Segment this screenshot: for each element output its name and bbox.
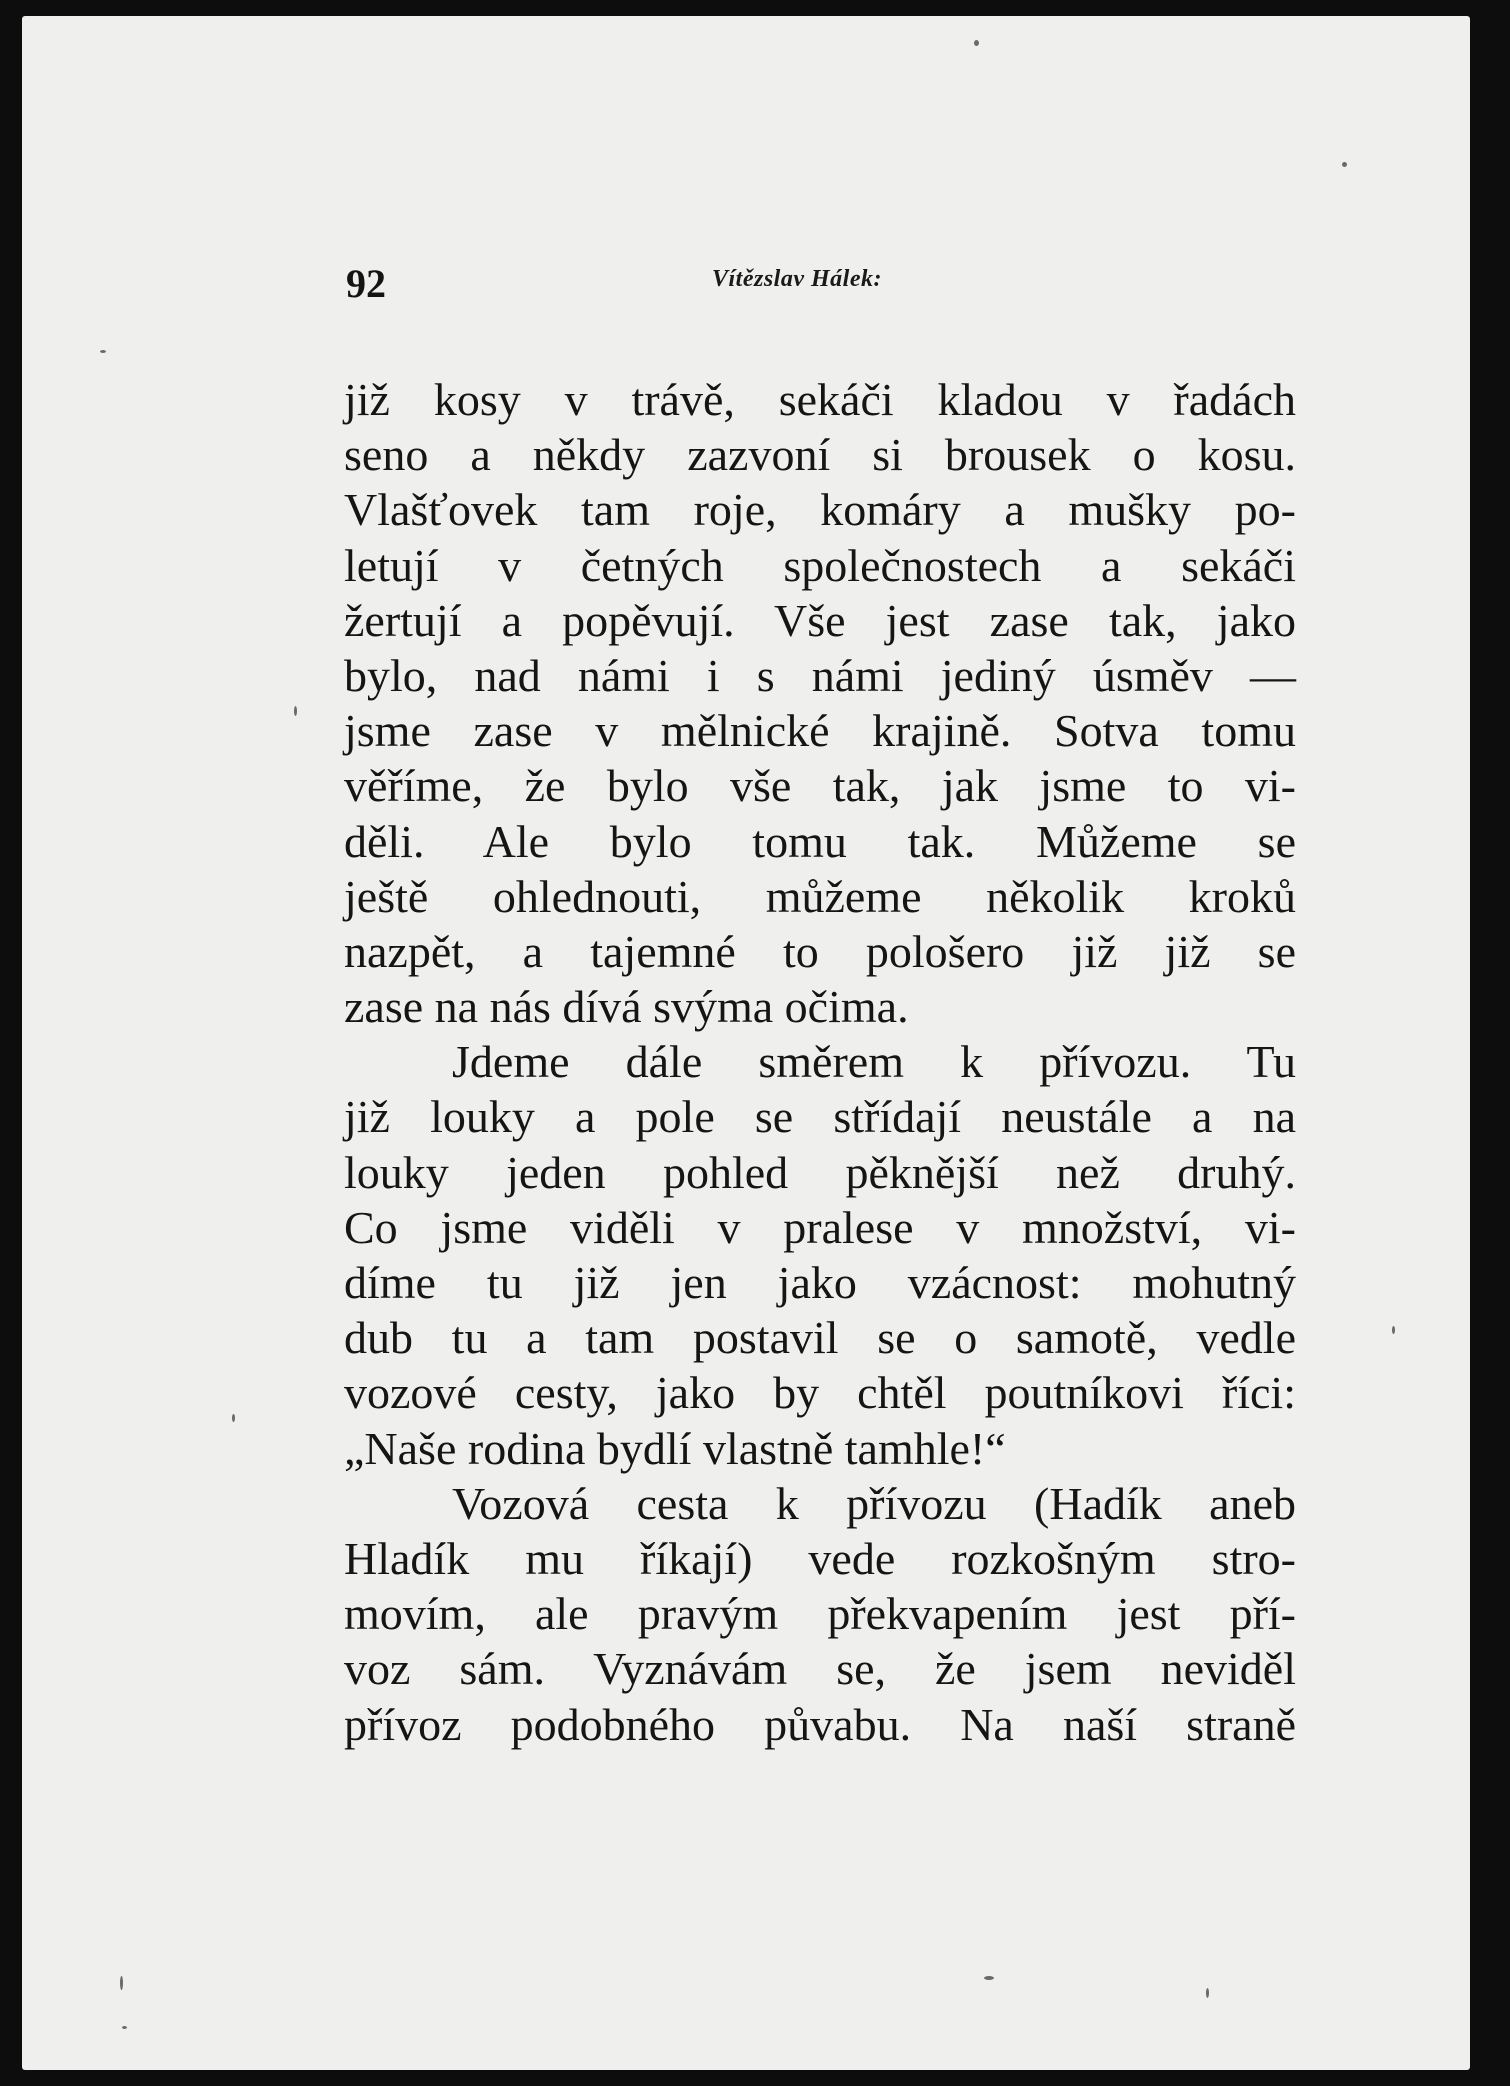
text-line: nazpět, a tajemné to pološero již již se — [344, 925, 1296, 977]
ink-speck — [1392, 1326, 1395, 1334]
text-line: věříme, že bylo vše tak, jak jsme to vi- — [344, 760, 1296, 812]
text-line: louky jeden pohled pěknější než druhý. — [344, 1146, 1296, 1198]
text-line: movím, ale pravým překvapením jest pří- — [344, 1588, 1296, 1640]
text-line: jsme zase v mělnické krajině. Sotva tomu — [344, 705, 1296, 757]
page-number: 92 — [346, 261, 386, 306]
ink-speck — [232, 1414, 235, 1422]
text-line: ještě ohlednouti, můžeme několik kroků — [344, 870, 1296, 922]
text-line: voz sám. Vyznávám se, že jsem neviděl — [344, 1643, 1296, 1695]
paragraph-first-line: Vozová cesta k přívozu (Hadík aneb — [452, 1477, 1296, 1529]
ink-speck — [122, 2026, 127, 2029]
running-head: Vítězslav Hálek: — [712, 266, 882, 292]
text-line: díme tu již jen jako vzácnost: mohutný — [344, 1257, 1296, 1308]
ink-speck — [1206, 1988, 1209, 1998]
text-line: žertují a popěvují. Vše jest zase tak, jako — [344, 594, 1296, 646]
text-line: seno a někdy zazvoní si brousek o kosu. — [344, 429, 1296, 481]
page-header — [322, 248, 1302, 308]
ink-speck — [1342, 162, 1347, 167]
text-line: již louky a pole se střídají neustále a na — [344, 1091, 1296, 1143]
text-line: dub tu a tam postavil se o samotě, vedle — [344, 1312, 1296, 1364]
text-line: již kosy v trávě, sekáči kladou v řadách — [344, 374, 1296, 425]
text-line: letují v četných společnostech a sekáči — [344, 539, 1296, 591]
ink-speck — [294, 706, 297, 716]
text-line: Vlašťovek tam roje, komáry a mušky po- — [344, 484, 1296, 536]
text-line: bylo, nad námi i s námi jediný úsměv — — [344, 649, 1296, 701]
paragraph-end-line: „Naše rodina bydlí vlastně tamhle!“ — [344, 1422, 1006, 1474]
body-text — [344, 372, 1296, 1752]
ink-speck — [100, 350, 106, 353]
text-line: přívoz podobného půvabu. Na naší straně — [344, 1698, 1296, 1750]
ink-speck — [984, 1976, 994, 1980]
ink-speck — [974, 40, 979, 46]
text-line: Co jsme viděli v pralese v množství, vi- — [344, 1201, 1296, 1253]
text-line: vozové cesty, jako by chtěl poutníkovi říci: — [344, 1367, 1296, 1419]
text-line: Hladík mu říkají) vede rozkošným stro- — [344, 1532, 1296, 1584]
text-line: děli. Ale bylo tomu tak. Můžeme se — [344, 815, 1296, 867]
paragraph-first-line: Jdeme dále směrem k přívozu. Tu — [452, 1036, 1296, 1088]
paragraph-end-line: zase na nás dívá svýma očima. — [344, 981, 909, 1033]
ink-speck — [120, 1976, 123, 1990]
